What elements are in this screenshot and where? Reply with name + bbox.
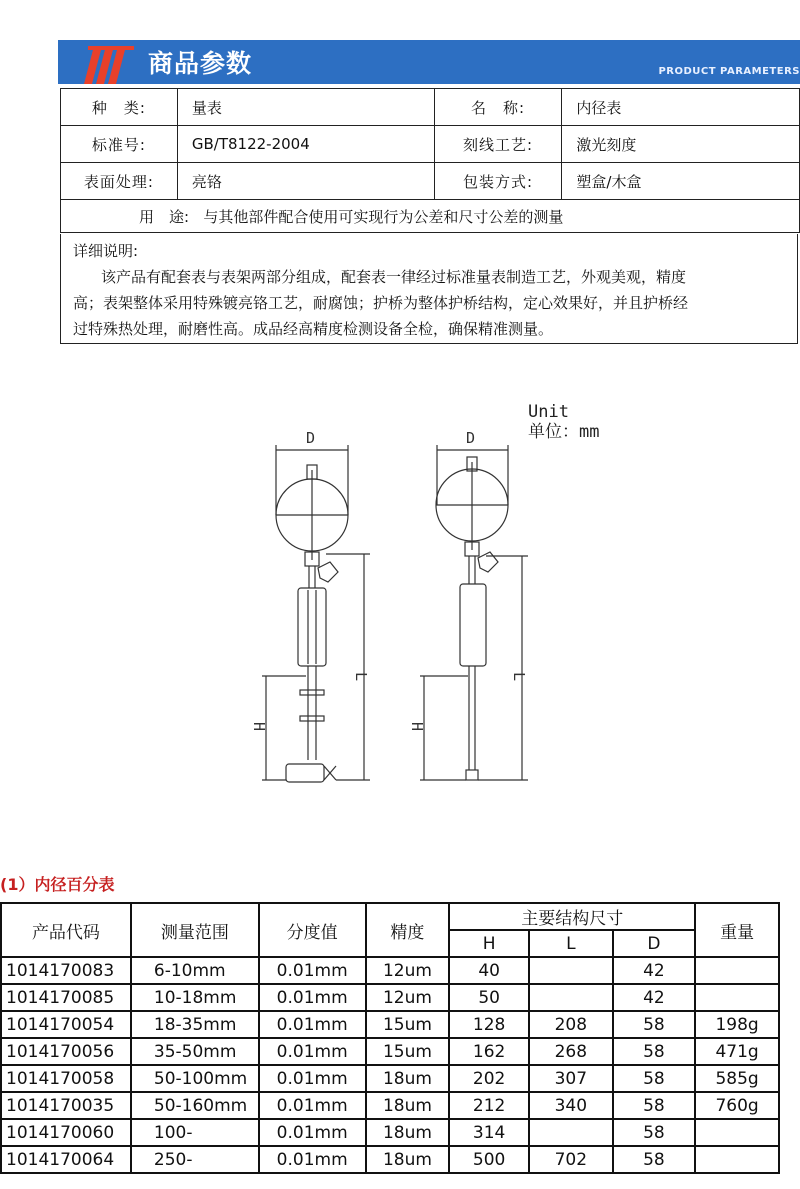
table-cell: 307	[529, 1065, 613, 1092]
table-cell: 15um	[366, 1038, 450, 1065]
table-cell: 18um	[366, 1119, 450, 1146]
param-label: 表面处理:	[61, 163, 178, 200]
table-cell: 0.01mm	[259, 957, 366, 984]
table-cell: 202	[449, 1065, 529, 1092]
table-cell: 42	[613, 957, 696, 984]
spec-table	[0, 902, 780, 1174]
table-cell: 0.01mm	[259, 1092, 366, 1119]
param-value: 塑盒/木盒	[562, 163, 800, 200]
param-value: 激光刻度	[562, 126, 800, 163]
table-cell: 585g	[695, 1065, 779, 1092]
table-cell: 1014170083	[1, 957, 131, 984]
table-cell: 40	[449, 957, 529, 984]
table-cell: 1014170085	[1, 984, 131, 1011]
brand-logo-icon	[80, 40, 136, 84]
table-cell: 50-160mm	[131, 1092, 259, 1119]
table-cell: 0.01mm	[259, 1065, 366, 1092]
param-value: 量表	[177, 89, 434, 126]
table-cell: 1014170035	[1, 1092, 131, 1119]
table-row	[1, 984, 779, 1011]
dim-label: H	[408, 722, 426, 732]
table-cell: 0.01mm	[259, 1038, 366, 1065]
table-cell: 500	[449, 1146, 529, 1173]
param-value: 亮铬	[177, 163, 434, 200]
usage-value: 与其他部件配合使用可实现行为公差和尺寸公差的测量	[203, 207, 564, 226]
table-cell	[695, 984, 779, 1011]
table-cell: 58	[613, 1092, 696, 1119]
table-cell: 471g	[695, 1038, 779, 1065]
table-cell: 0.01mm	[259, 1146, 366, 1173]
usage-row	[61, 200, 800, 233]
table-cell: 10-18mm	[131, 984, 259, 1011]
banner-title: 商品参数	[148, 49, 253, 78]
dim-label: H	[250, 722, 268, 732]
params-table	[60, 88, 800, 233]
dim-label: L	[510, 672, 528, 682]
table-cell: 760g	[695, 1092, 779, 1119]
table-cell	[695, 1146, 779, 1173]
params-row	[61, 89, 800, 126]
gauge-right-drawing	[420, 445, 528, 780]
table-cell: 0.01mm	[259, 1011, 366, 1038]
param-label: 名 称:	[434, 89, 562, 126]
detail-line: 该产品有配套表与表架两部分组成，配套表一律经过标准量表制造工艺，外观美观，精度	[101, 268, 687, 286]
detail-line: 过特殊热处理，耐磨性高。成品经高精度检测设备全检，确保精准测量。	[73, 320, 554, 338]
table-row	[1, 1119, 779, 1146]
usage-label: 用 途:	[139, 207, 190, 226]
table-cell: 18-35mm	[131, 1011, 259, 1038]
params-row	[61, 126, 800, 163]
dim-label: L	[352, 672, 370, 682]
col-header: 产品代码	[1, 903, 131, 957]
table-cell: 198g	[695, 1011, 779, 1038]
table-cell: 212	[449, 1092, 529, 1119]
table-row	[1, 957, 779, 984]
table-cell: 58	[613, 1038, 696, 1065]
param-value: 内径表	[562, 89, 800, 126]
param-label: 包装方式:	[434, 163, 562, 200]
table-cell: 0.01mm	[259, 1119, 366, 1146]
table-cell: 35-50mm	[131, 1038, 259, 1065]
table-cell: 12um	[366, 984, 450, 1011]
table-cell: 1014170054	[1, 1011, 131, 1038]
table-cell: 162	[449, 1038, 529, 1065]
detail-heading: 详细说明:	[73, 242, 139, 260]
table-row	[1, 1065, 779, 1092]
col-header: 精度	[366, 903, 450, 957]
col-header: L	[529, 930, 613, 957]
bore-gauge-diagram	[240, 395, 560, 805]
table-cell: 50	[449, 984, 529, 1011]
table-cell: 100-	[131, 1119, 259, 1146]
unit-cn: 单位：mm	[528, 422, 600, 442]
col-header: 主要结构尺寸	[449, 903, 695, 930]
table-cell: 250-	[131, 1146, 259, 1173]
detail-line: 高；表架整体采用特殊镀亮铬工艺，耐腐蚀；护桥为整体护桥结构，定心效果好，并且护桥经	[73, 294, 689, 312]
param-label: 刻线工艺:	[434, 126, 562, 163]
col-header: 分度值	[259, 903, 366, 957]
table-cell: 1014170060	[1, 1119, 131, 1146]
table-row	[1, 1092, 779, 1119]
table-cell: 1014170056	[1, 1038, 131, 1065]
col-header: D	[613, 930, 696, 957]
table-cell: 18um	[366, 1092, 450, 1119]
banner-subtitle: PRODUCT PARAMETERS	[658, 66, 800, 77]
table-cell: 314	[449, 1119, 529, 1146]
table-cell: 58	[613, 1065, 696, 1092]
unit-en: Unit	[528, 402, 569, 422]
detail-section	[60, 234, 798, 344]
param-label: 种 类:	[61, 89, 178, 126]
table-row	[1, 1011, 779, 1038]
param-label: 标准号:	[61, 126, 178, 163]
table-cell: 42	[613, 984, 696, 1011]
table-cell: 268	[529, 1038, 613, 1065]
dim-label: D	[306, 429, 316, 447]
table-cell: 702	[529, 1146, 613, 1173]
usage-cell	[61, 200, 800, 233]
col-header: H	[449, 930, 529, 957]
table-cell: 12um	[366, 957, 450, 984]
gauge-left-drawing	[262, 445, 370, 782]
table-cell: 18um	[366, 1146, 450, 1173]
table-cell: 0.01mm	[259, 984, 366, 1011]
table-cell: 6-10mm	[131, 957, 259, 984]
table-cell	[529, 984, 613, 1011]
table-cell: 58	[613, 1011, 696, 1038]
col-header: 重量	[695, 903, 779, 957]
table-cell: 18um	[366, 1065, 450, 1092]
table-cell: 208	[529, 1011, 613, 1038]
spec-body	[1, 957, 779, 1173]
table-cell: 1014170058	[1, 1065, 131, 1092]
table-cell	[529, 1119, 613, 1146]
table-cell: 58	[613, 1146, 696, 1173]
param-value: GB/T8122-2004	[177, 126, 434, 163]
table-cell	[695, 957, 779, 984]
table-cell: 128	[449, 1011, 529, 1038]
table-cell	[529, 957, 613, 984]
table-row	[1, 1038, 779, 1065]
table-row	[1, 1146, 779, 1173]
dim-label: D	[466, 429, 476, 447]
col-header: 测量范围	[131, 903, 259, 957]
table-cell: 340	[529, 1092, 613, 1119]
table-cell: 58	[613, 1119, 696, 1146]
spec-header-row	[1, 903, 779, 930]
table-cell: 1014170064	[1, 1146, 131, 1173]
spec-section-title: (1）内径百分表	[0, 875, 115, 894]
table-cell: 50-100mm	[131, 1065, 259, 1092]
table-cell: 15um	[366, 1011, 450, 1038]
unit-note	[528, 402, 599, 442]
table-cell	[695, 1119, 779, 1146]
params-row	[61, 163, 800, 200]
